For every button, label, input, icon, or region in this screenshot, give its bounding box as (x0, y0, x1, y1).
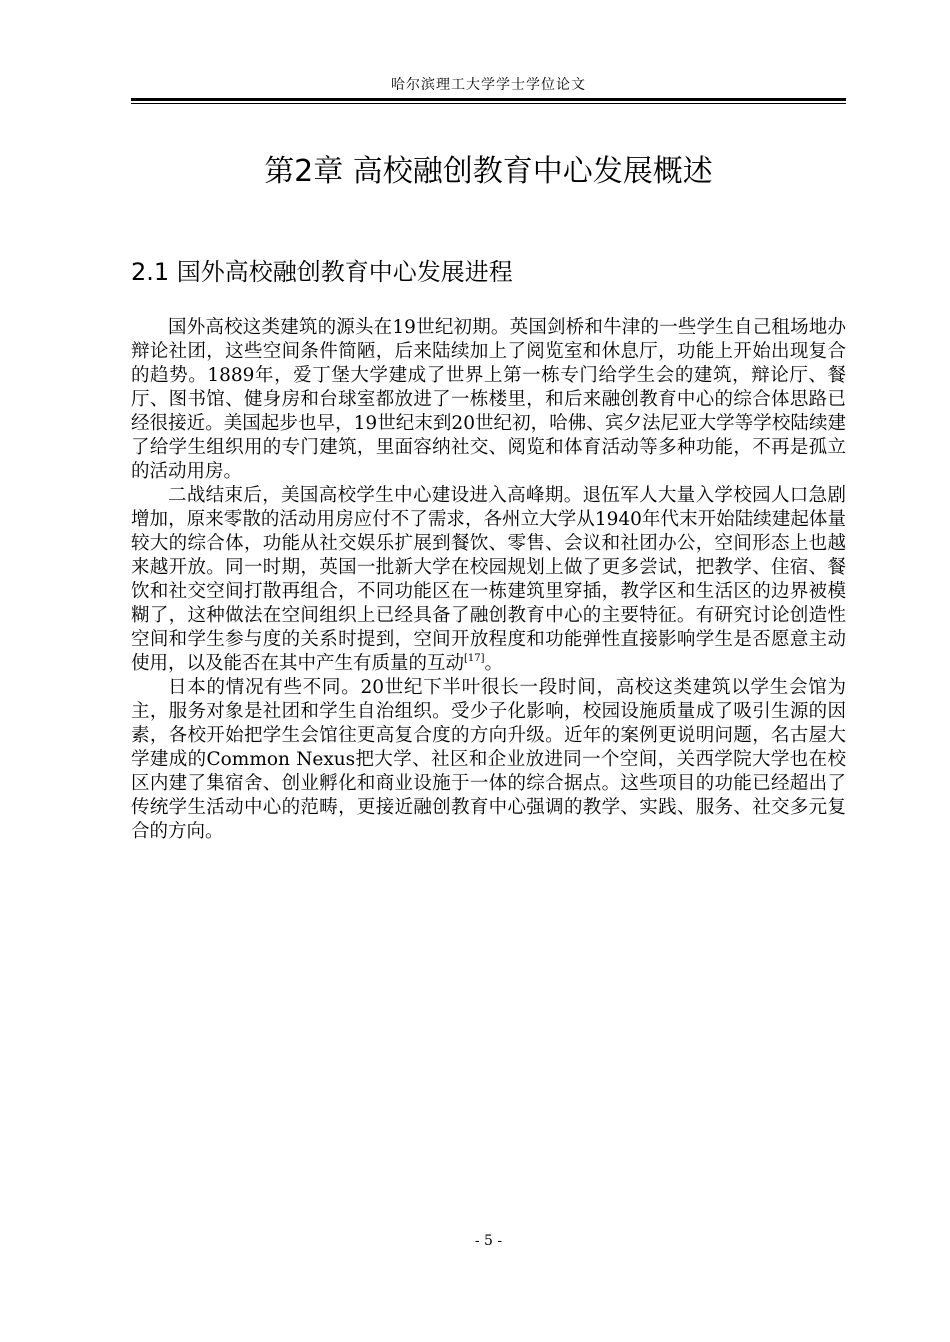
page-number: - 5 - (474, 1233, 503, 1249)
body-text (131, 316, 846, 844)
header-rule-thick (131, 98, 846, 101)
header-rule-thin (131, 103, 846, 104)
section-title: 2.1 国外高校融创教育中心发展进程 (131, 258, 513, 286)
paragraph-2 (131, 484, 846, 676)
paragraph-1 (131, 316, 846, 484)
paragraph-1-text: 国外高校这类建筑的源头在19世纪初期。英国剑桥和牛津的一些学生自己租场地办辩论社团，这些空间条件简陋，后来陆续加上了阅览室和休息厅，功能上开始出现复合的趋势。1889年，爱丁堡大学建成了世界上第一栋专门给学生会的建筑，辩论厅、餐厅、图书馆、健身房和台球室都放进了一栋楼里，和后来融创教育中心的综合体思路已经很接近。美国起步也早，19世纪末到20世纪初，哈佛、宾夕法尼亚大学等学校陆续建了给学生组织用的专门建筑，里面容纳社交、阅览和体育活动等多种功能，不再是孤立的活动用房。 (131, 317, 846, 482)
running-header: 哈尔滨理工大学学士学位论文 (391, 77, 586, 93)
paragraph-3 (131, 676, 846, 844)
paragraph-2-tail: 。 (484, 653, 504, 674)
paragraph-2-text: 二战结束后，美国高校学生中心建设进入高峰期。退伍军人大量入学校园人口急剧增加，原来零散的活动用房应付不了需求，各州立大学从1940年代末开始陆续建起体量较大的综合体，功能从社交娱乐扩展到餐饮、零售、会议和社团办公，空间形态上也越来越开放。同一时期，英国一批新大学在校园规划上做了更多尝试，把教学、住宿、餐饮和社交空间打散再组合，不同功能区在一栋建筑里穿插，教学区和生活区的边界被模糊了，这种做法在空间组织上已经具备了融创教育中心的主要特征。有研究讨论创造性空间和学生参与度的关系时提到，空间开放程度和功能弹性直接影响学生是否愿意主动使用，以及能否在其中产生有质量的互动 (131, 485, 846, 674)
citation-17[interactable]: [17] (464, 653, 485, 664)
paragraph-3-text: 日本的情况有些不同。20世纪下半叶很长一段时间，高校这类建筑以学生会馆为主，服务对象是社团和学生自治组织。受少子化影响，校园设施质量成了吸引生源的因素，各校开始把学生会馆往更高复合度的方向升级。近年的案例更说明问题，名古屋大学建成的Common Nexus把大学、社区和企业放进同一个空间，关西学院大学也在校区内建了集宿舍、创业孵化和商业设施于一体的综合据点。这些项目的功能已经超出了传统学生活动中心的范畴，更接近融创教育中心强调的教学、实践、服务、社交多元复合的方向。 (131, 677, 846, 842)
chapter-title: 第2章 高校融创教育中心发展概述 (264, 154, 713, 189)
